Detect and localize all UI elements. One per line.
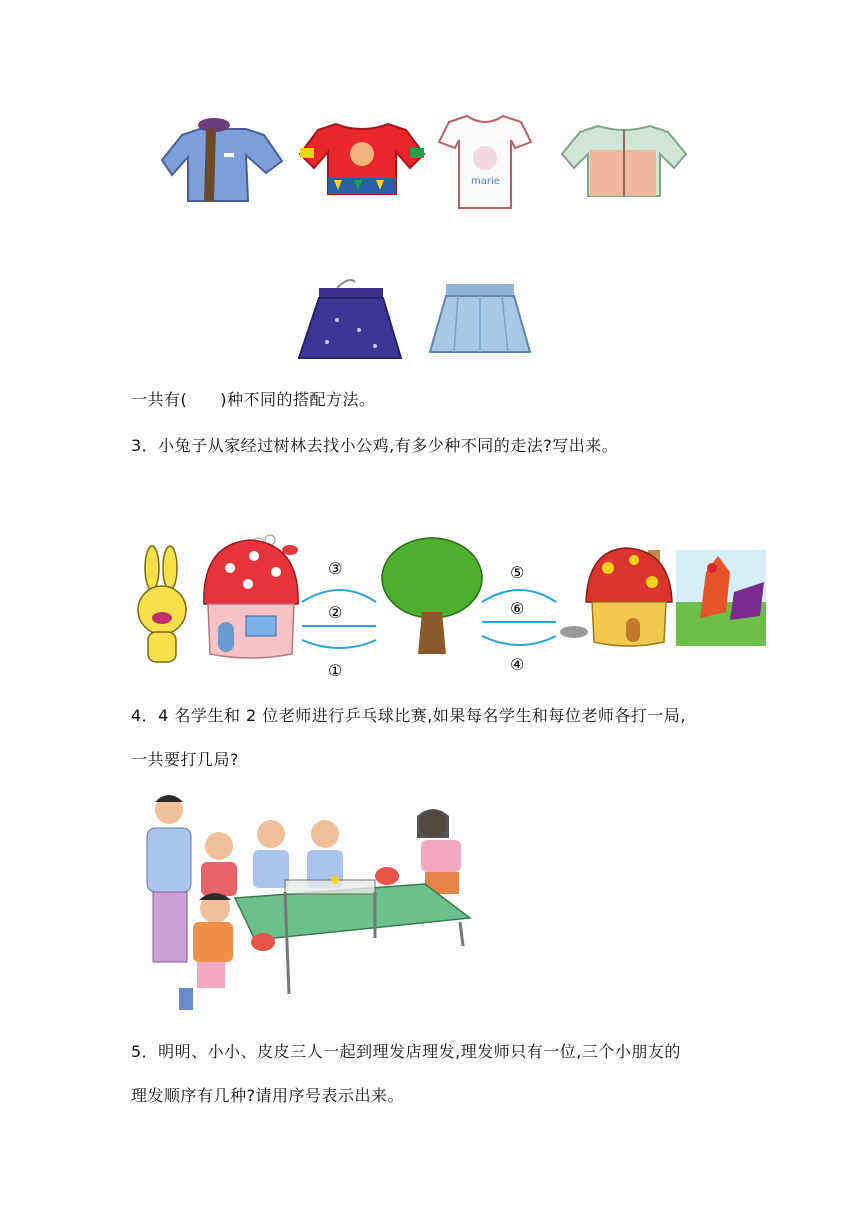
q2-answer-line: 一共有( )种不同的搭配方法。 xyxy=(131,390,376,409)
question-4-line-2: 一共要打几局? xyxy=(131,750,239,769)
route-4-label: ④ xyxy=(510,655,525,674)
route-1-label: ① xyxy=(328,661,343,680)
route-6-label: ⑥ xyxy=(510,599,525,618)
mushroom-house-2-image xyxy=(586,548,672,646)
tshirt-image xyxy=(437,112,533,212)
route-5-label: ⑤ xyxy=(510,563,525,582)
question-5-line-2: 理发顺序有几种?请用序号表示出来。 xyxy=(131,1086,404,1105)
question-4-line-1: 4．4 名学生和 2 位老师进行乒乓球比赛,如果每名学生和每位老师各打一局, xyxy=(131,706,686,725)
tree-image xyxy=(382,538,482,654)
question-3-text: 3．小兔子从家经过树林去找小公鸡,有多少种不同的走法?写出来。 xyxy=(131,436,619,455)
route-diagram xyxy=(130,532,770,682)
route-3-label: ③ xyxy=(328,559,343,578)
denim-skirt-image xyxy=(428,282,532,356)
sweater-image xyxy=(298,118,426,200)
cardigan-image xyxy=(560,120,688,200)
tshirt-print-text: marie xyxy=(471,176,500,187)
mushroom-house-image xyxy=(204,535,298,658)
ping-pong-scene-image xyxy=(135,788,510,1018)
rooster-image xyxy=(676,550,766,646)
question-5-line-1: 5．明明、小小、皮皮三人一起到理发店理发,理发师只有一位,三个小朋友的 xyxy=(131,1042,681,1061)
purple-skirt-image xyxy=(297,276,405,360)
jacket-image xyxy=(160,115,285,207)
rabbit-image xyxy=(138,546,186,662)
route-2-label: ② xyxy=(328,603,343,622)
